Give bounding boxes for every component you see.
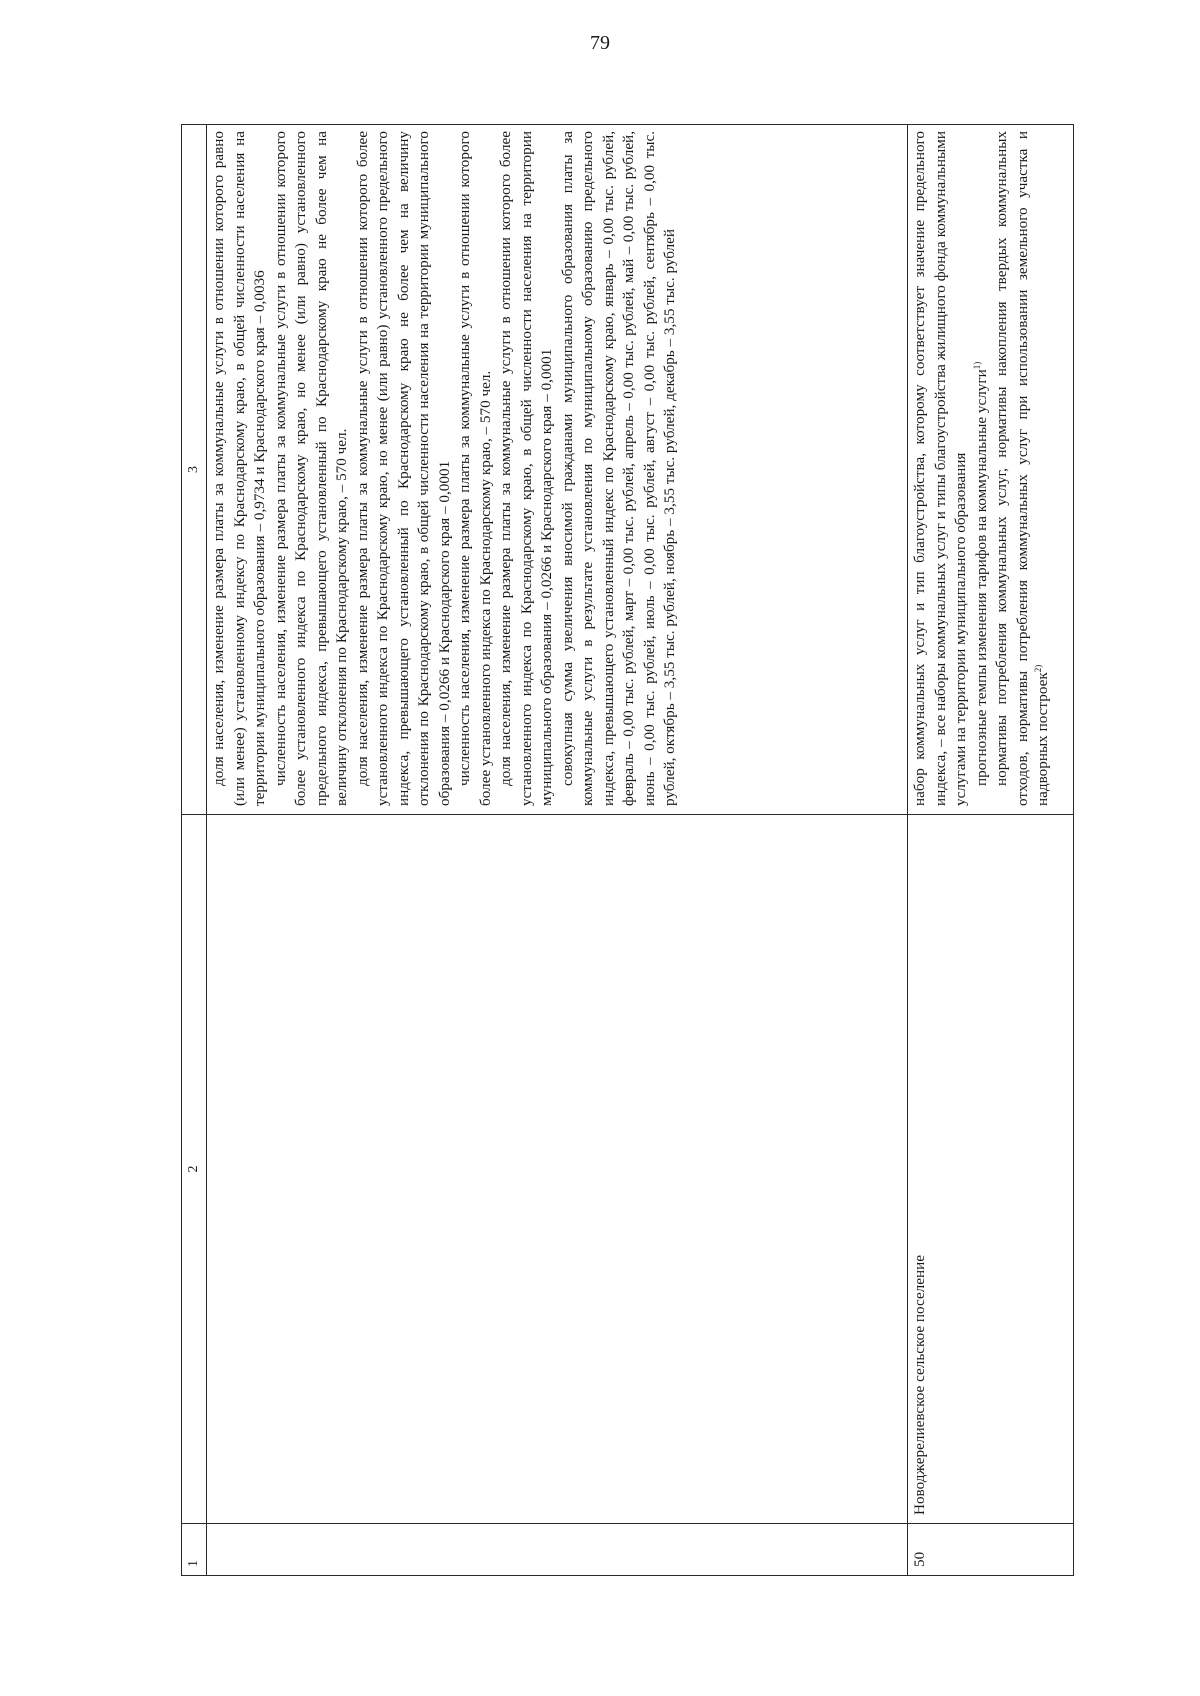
row-number: 50	[908, 1524, 1074, 1576]
municipality-name: Новоджерелиевское сельское поселение	[908, 815, 1074, 1524]
header-col-2: 2	[182, 815, 207, 1524]
paragraph: численность населения, изменение размера платы за коммунальные услуги в отношении которого более установленного индекса по Краснодарскому краю, – 570 чел.	[456, 131, 494, 806]
paragraph: набор коммунальных услуг и тип благоустройства, которому соответствует значение предельного индекса, – все наборы коммунальных услуг и типы благоустройства жилищного фонда коммунальными услугами на территории муниципального образования	[911, 131, 969, 806]
table-header-row	[182, 125, 207, 1576]
paragraph	[972, 131, 993, 806]
indicator-text	[207, 125, 908, 815]
footnote-mark: 1)	[971, 361, 982, 370]
footnote-mark: 2)	[1032, 664, 1043, 673]
page-number: 79	[590, 32, 610, 54]
paragraph: доля населения, изменение размера платы за коммунальные услуги в отношении которого более установленного индекса по Краснодарскому краю, в общей численности населения на территории муниципального образования – 0,0266 и Краснодарского края – 0,0001	[497, 131, 555, 806]
paragraph: численность населения, изменение размера платы за коммунальные услуги в отношении которого более установленного индекса по Краснодарскому краю, но менее (или равно) установленного предельного индекса, превышающего установленный по Краснодарскому краю не более чем на величину отклонения по Краснодарскому краю, – 570 чел.	[271, 131, 350, 806]
indicator-text	[908, 125, 1074, 815]
paragraph: совокупная сумма увеличения вносимой гражданами муниципального образования платы за коммунальные услуги в результате установления по муниципальному образованию предельного индекса, превышающего установленный индекс по Краснодарскому краю, январь – 0,00 тыс. рублей, февраль – 0,00 тыс. рублей, март – 0,00 тыс. рублей, апрель – 0,00 тыс. рублей, май – 0,00 тыс. рублей, июнь – 0,00 тыс. рублей, июль – 0,00 тыс. рублей, август – 0,00 тыс. рублей, сентябрь – 0,00 тыс. рублей, октябрь – 3,55 тыс. рублей, ноябрь – 3,55 тыс. рублей, декабрь – 3,55 тыс. рублей	[558, 131, 678, 806]
row-number	[207, 1524, 908, 1576]
rotated-table-container	[181, 125, 1074, 1576]
paragraph: доля населения, изменение размера платы за коммунальные услуги в отношении которого равно (или менее) установленному индексу по Краснодарскому краю, в общей численности населения на территории муниципального образования – 0,9734 и Краснодарского края – 0,0036	[210, 131, 268, 806]
table-row	[908, 125, 1074, 1576]
municipality-name	[207, 815, 908, 1524]
paragraph: доля населения, изменение размера платы за коммунальные услуги в отношении которого более установленного индекса по Краснодарскому краю, но менее (или равно) установленного предельного индекса, превышающего установленный по Краснодарскому краю не более чем на величину отклонения по Краснодарскому краю, в общей численности населения на территории муниципального образования – 0,0266 и Краснодарского края – 0,0001	[353, 131, 453, 806]
table-row	[207, 125, 908, 1576]
indices-table	[181, 124, 1074, 1576]
header-col-3: 3	[182, 125, 207, 815]
paragraph-text: нормативы потребления коммунальных услуг, нормативы накопления твердых коммунальных отходов, нормативы потребления коммунальных услуг при использовании земельного участка и надворных построек	[993, 131, 1051, 806]
paragraph	[992, 131, 1054, 806]
paragraph-text: прогнозные темпы изменения тарифов на коммунальные услуги	[972, 369, 990, 786]
header-col-1: 1	[182, 1524, 207, 1576]
